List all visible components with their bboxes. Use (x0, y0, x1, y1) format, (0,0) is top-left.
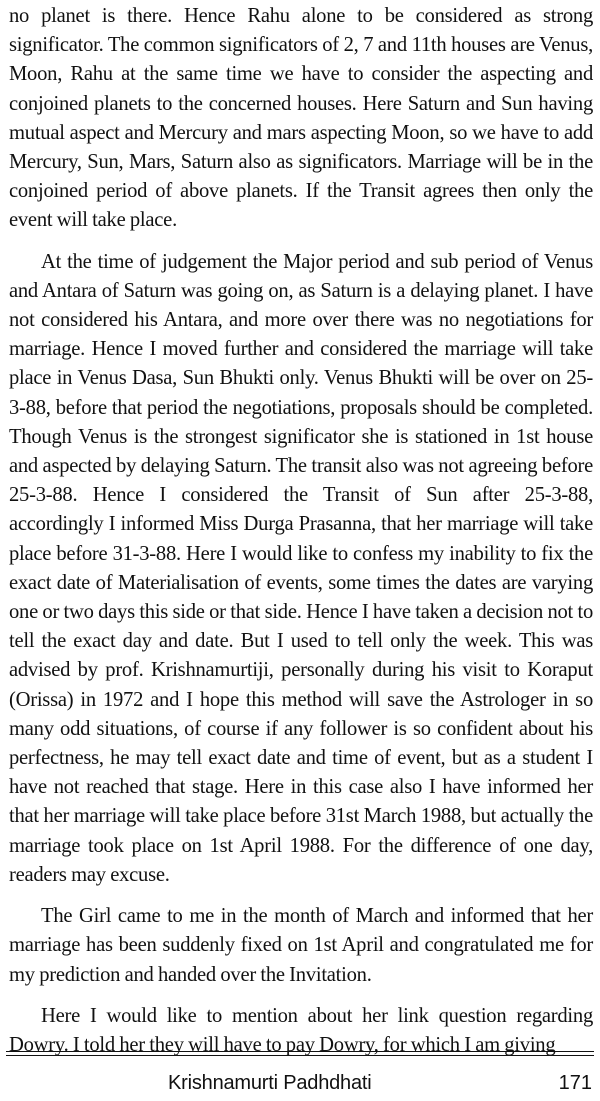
paragraph-4: Here I would like to mention about her link question regarding Dowry. I told her they will have to pay Dowry, for which I am giving (9, 1004, 593, 1056)
footer-rule-top (6, 1051, 594, 1052)
paragraph-2: At the time of judgement the Major period and sub period of Venus and Antara of Saturn was going on, as Saturn is a delaying planet. I have not considered his Antara, and more over there was no negotiations for marriage. Hence I moved further and considered the marriage will take place in Venus Dasa, Sun Bhukti only. Venus Bhukti will be over on 25-3-88, before that period the negotiations, proposals should be completed. Though Venus is the strongest significator she is stationed in 1st house and aspected by delaying Saturn. The transit also was not agreeing before 25-3-88. Hence I considered the Transit of Sun after 25-3-88, accordingly I informed Miss Durga Prasanna, that her marriage will take place before 31-3-88. Here I would like to confess my inability to fix the exact date of Materialisation of events, some times the dates are varying one or two days this side or that side. Hence I have taken a decision not to tell the exact day and date. But I used to tell only the week. This was advised by prof. Krishnamurtiji, personally during his visit to Koraput (Orissa) in 1972 and I hope this method will save the Astrologer in so many odd situations, of course if any follower is so confident about his perfectness, he may tell exact date and time of event, but as a student I have not reached that stage. Here in this case also I have informed her that her marriage will take place before 31st March 1988, but actually the marriage took place on 1st April 1988. For the difference of one day, readers may excuse. (9, 250, 593, 886)
footer-rule-bottom (6, 1055, 594, 1056)
paragraph-1: no planet is there. Hence Rahu alone to be considered as strong significator. The common significators of 2, 7 and 11th houses are Venus, Moon, Rahu at the same time we have to consider the aspecting and conjoined planets to the concerned houses. Here Saturn and Sun having mutual aspect and Mercury and mars aspecting Moon, so we have to add Mercury, Sun, Mars, Saturn also as significators. Marriage will be in the conjoined period of above planets. If the Transit agrees then only the event will take place. (9, 5, 593, 232)
paragraph-3: The Girl came to me in the month of March and informed that her marriage has been suddenly fixed on 1st April and congratulated me for my prediction and handed over the Invitation. (9, 905, 593, 986)
body-text (9, 2, 593, 1060)
page-number: 171 (558, 1072, 592, 1094)
running-footer-title: Krishnamurti Padhdhati (168, 1072, 372, 1094)
